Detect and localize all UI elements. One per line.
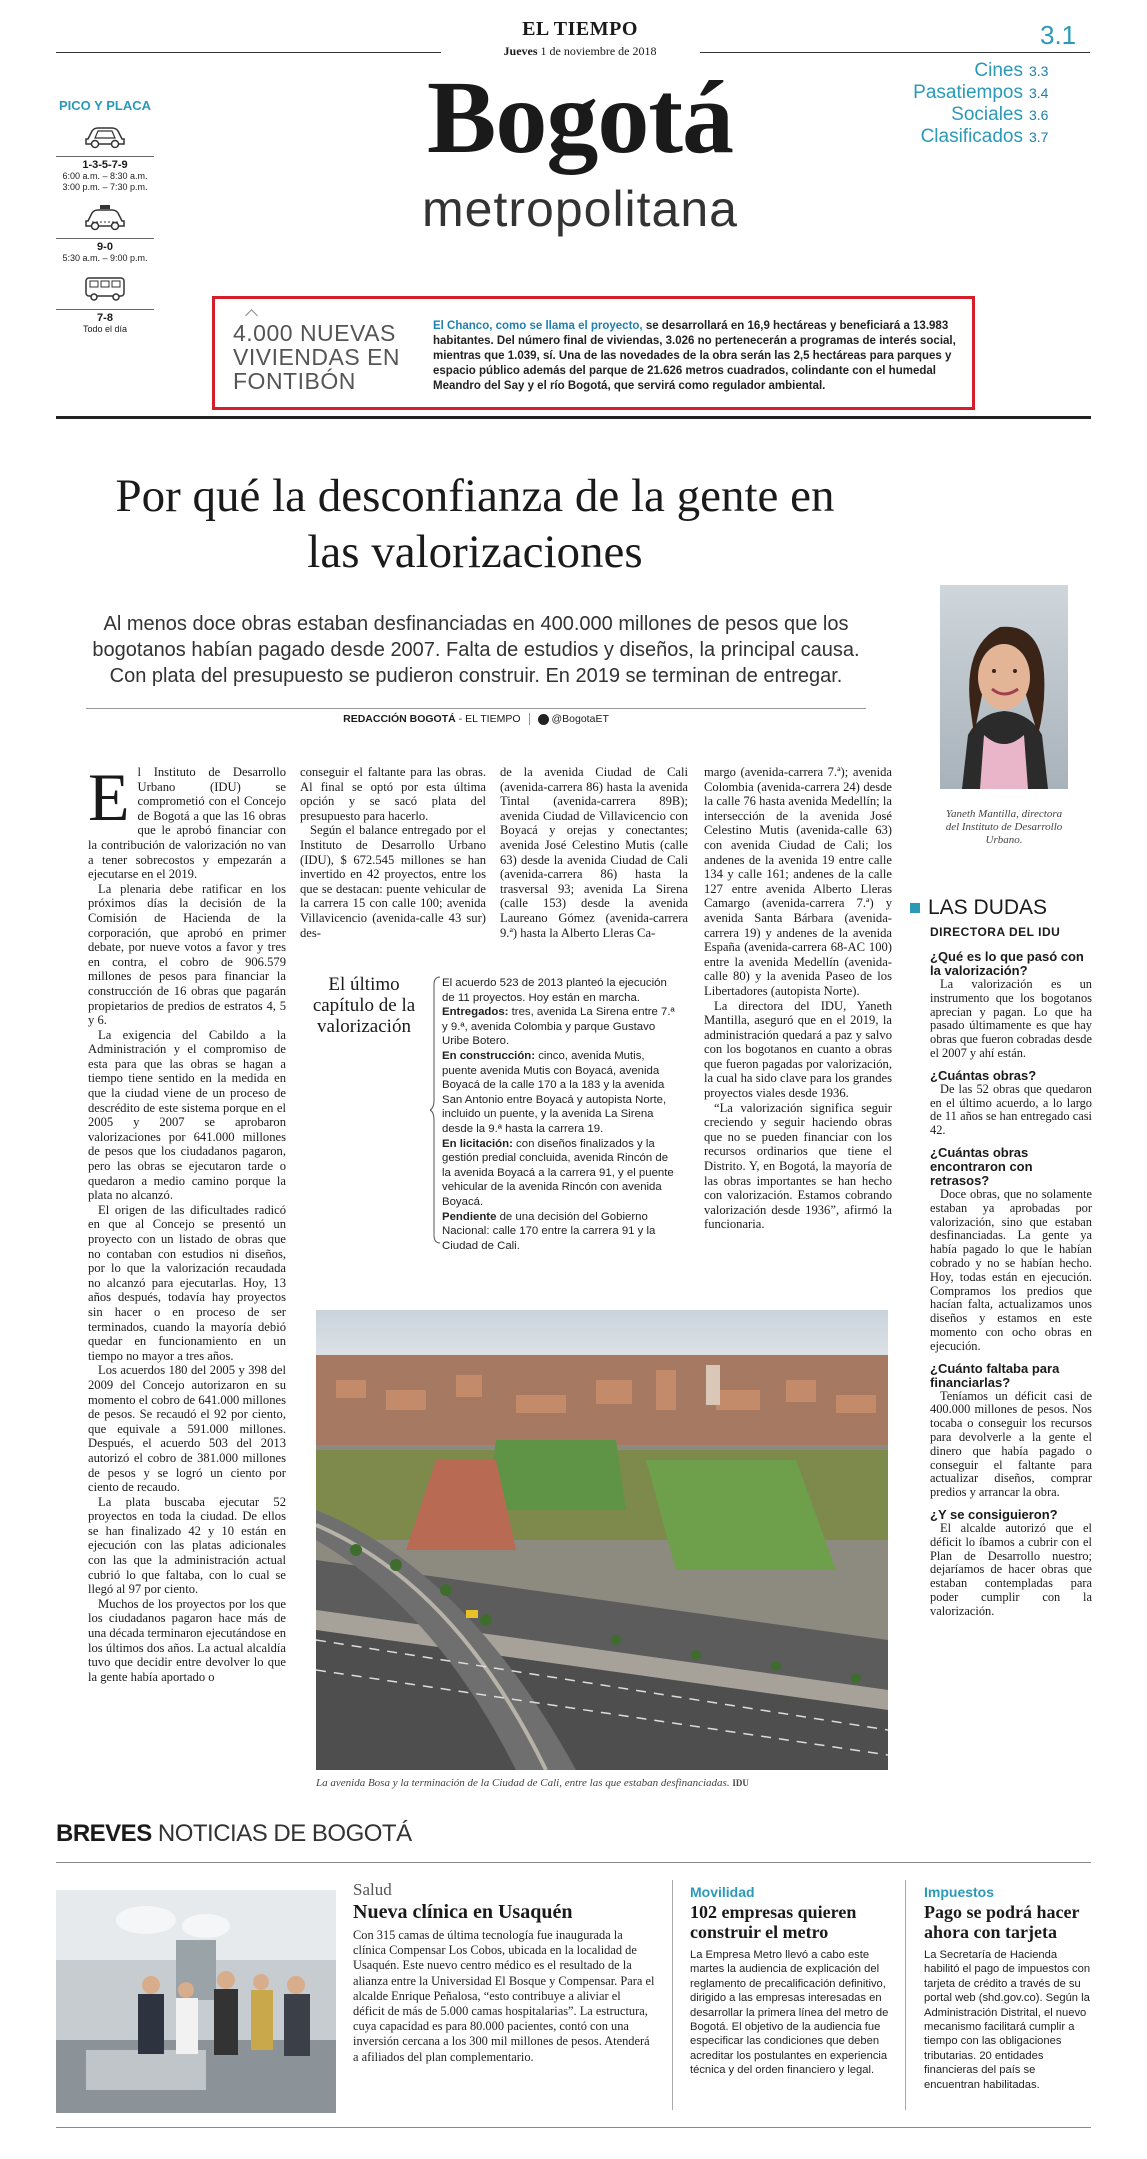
paragraph: “La valorización significa seguir creciendo y seguir haciendo obras que no se pueden financiar con los recursos ordinarios que tiene el Distrito. Y, en Bogotá, la mayoría de las obras importantes se han hecho con valorización. Estamos cobrando valorización desde 1936”, afirmó la funcionaria. [704, 1100, 892, 1232]
highlight-box [212, 296, 975, 410]
brace-divider [430, 975, 442, 1245]
paragraph: La plata buscaba ejecutar 52 proyectos en toda la ciudad. De ellos se han finalizado 42 y 10 están en ejecución con las platas adicionales con las que la administración actual cubrió lo que faltaba, con lo cual se llegó al 97 por ciento. [88, 1494, 286, 1597]
breve-impuestos [924, 1884, 1094, 2092]
paragraph: La plenaria debe ratificar en los próximos días la decisión de la Comisión de Hacienda de la corporación, que aprobó en primer debate, por nueve votos a favor y tres en contra, el cobro de 906.579 millones de pesos para financiar la construcción de 16 obras que pagarán propietarios de predios de estratos 4, 5 y 6. [88, 881, 286, 1028]
article-deck: Al menos doce obras estaban desfinanciadas en 400.000 millones de pesos que los bogotanos habían pagado desde 2007. Falta de estudios y diseños, la principal causa. Con plata del presupuesto se pudieron construir. En 2019 se terminan de entregar. [92, 613, 860, 687]
question: ¿Y se consiguieron? [930, 1506, 1058, 1522]
photo-caption [316, 1777, 888, 1789]
divider [56, 156, 154, 157]
breve-salud [353, 1880, 655, 2065]
article-column-3 [500, 765, 688, 940]
breve-movilidad [690, 1884, 890, 2078]
answer: Teníamos un déficit casi de 400.000 millones de pesos. Nos tocaba o conseguir los recursos para devolverle a la gente el dinero que había pagado o conseguir el faltante para actualizar diseños, comprar predios y arrancar la obra. [930, 1388, 1092, 1500]
index-item-clasificados[interactable]: Clasificados 3.7 [920, 126, 1049, 147]
breve-kicker: Impuestos [924, 1884, 995, 1900]
breve-title: Pago se podrá hacer ahora con tarjeta [924, 1902, 1080, 1942]
page-bottom-rule [56, 2127, 1091, 2128]
bus-plates: 7-8 [97, 312, 113, 324]
sidebar-item: En construcción: cinco, avenida Mutis, puente avenida Mutis con Boyacá, avenida Boyacá de la calle 170 a la 183 y la avenida San Antonio entre Boyacá y autopista Norte, incluido un puente, y la avenida La Sirena desde la 9.ª hasta la carrera 19. [442, 1049, 667, 1135]
car-hours-pm: 3:00 p.m. – 7:30 p.m. [62, 182, 148, 192]
breves-heading: BREVES NOTICIAS DE BOGOTÁ [56, 1820, 412, 1847]
breve-text: Con 315 camas de última tecnología fue inaugurada la clínica Compensar Los Cobos, ubicada en la localidad de Usaquén. Este nuevo centro médico es el resultado de la alianza entre la Universidad El Bosque y Compensar. Para el alcalde Enrique Peñalosa, “esto contribuye a aliviar el déficit de más de 5.000 camas hospitalarias”. La estructura, cuya capacidad es para 80.000 pacientes, contó con una inversión cercana a los 300 mil millones de pesos. Atenderá a afiliados del plan complementario. [353, 1928, 655, 2064]
breve-kicker: Salud [353, 1880, 392, 1899]
answer: De las 52 obras que quedaron en el último acuerdo, a lo largo de 11 años se han entregado casi 42. [930, 1081, 1092, 1138]
breve-title: Nueva clínica en Usaquén [353, 1901, 573, 1923]
index-item-sociales[interactable]: Sociales 3.6 [951, 104, 1049, 125]
paragraph: El origen de las dificultades radicó en que al Concejo se presentó un proyecto con un listado de obras que no contaban con estudios ni diseños, por lo que la valorización recaudada no alcanzó para ejecutarlas. Hoy, 13 años después, todavía hay proyectos sin hacer o en proceso de ser terminados, cuando la mayoría debió quedar en funcionamiento en un tiempo no mayor a tres años. [88, 1202, 286, 1363]
pico-y-placa-box [50, 98, 160, 335]
paragraph: l Instituto de Desarrollo Urbano (IDU) se comprometió con el Concejo de Bogotá a que las 16 obras que le aprobó financiar con la contribución de valorización no van a tener sobrecostos y empezarán a ejecutarse en el 2019. [88, 765, 286, 882]
taxi-icon [82, 203, 128, 231]
dudas-subheading: DIRECTORA DEL IDU [930, 925, 1061, 939]
paragraph: conseguir el faltante para las obras. Al final se optó por esta última opción y se sacó plata del presupuesto para hacerlo. [300, 765, 486, 823]
answer: El alcalde autorizó que el déficit lo íbamos a cubrir con el Plan de Desarrollo nuestro; dejaríamos de hacer obras que estaban contempladas para poder cumplir con la valorización. [930, 1520, 1092, 1618]
sidebar-item: Pendiente de una decisión del Gobierno Nacional: calle 170 entre la carrera 91 y la Ciudad de Cali. [442, 1210, 656, 1252]
article-column-4 [704, 765, 892, 1232]
question: ¿Cuántas obras? [930, 1067, 1037, 1083]
dudas-qa [930, 950, 1092, 1618]
sidebar-heading: El último capítulo de la valorización [312, 974, 416, 1037]
issue-weekday: Jueves [503, 44, 538, 58]
question: ¿Cuánto faltaba para financiarlas? [930, 1360, 1060, 1390]
aerial-road-photo [316, 1310, 888, 1770]
issue-date [420, 44, 740, 59]
sidebar-body [442, 976, 680, 1253]
byline-rule [86, 708, 866, 709]
paragraph: La directora del IDU, Yaneth Mantilla, aseguró que en el 2019, la administración quedará a paz y salvo con los bogotanos en cuanto a obras que fueron pagadas por valorización, la cual ha sido clave para los grandes proyectos viales desde 1936. [704, 998, 892, 1101]
newspaper-brand: EL TIEMPO [522, 18, 638, 40]
section-rule [56, 416, 1091, 419]
paragraph: margo (avenida-carrera 7.ª); avenida Colombia (avenida-carrera 24) desde la calle 76 hasta avenida Medellín; la intersección de la avenida José Celestino Mutis (avenida-calle 63) con avenida Ciudad de Cali; los andenes de la avenida 19 entre calle 134 y calle 161; andenes de la calle 127 entre avenida Alberto Lleras Camargo (avenida-carrera 7.ª) y avenida Santa Bárbara (avenida-carrera 19) y andenes de la avenida España (avenida-carrera 68-AC 100) entre la avenida Medellín (avenida-calle 80) y la avenida Paseo de los Libertadores (autopista Norte). [704, 765, 892, 998]
column-divider [905, 1880, 906, 2110]
divider [56, 238, 154, 239]
car-plates: 1-3-5-7-9 [82, 159, 128, 171]
header-rule-right [700, 52, 1090, 53]
breve-kicker: Movilidad [690, 1884, 755, 1900]
sidebar-item: Entregados: tres, avenida La Sirena entre 7.ª y 9.ª, avenida Colombia y parque Gustavo Uribe Botero. [442, 1006, 675, 1048]
breve-text: La Secretaría de Hacienda habilitó el pago de impuestos con tarjeta de crédito a través de su portal web (shd.gov.co). Según la Administración Distrital, el nuevo mecanismo facilitará cumplir a tiempo con las obligaciones tributarias. 20 entidades financieras del país se encuentran habilitadas. [924, 1949, 1091, 2091]
bus-hours: Todo el día [82, 324, 128, 334]
section-index [913, 60, 1051, 148]
pico-y-placa-heading: PICO Y PLACA [59, 98, 151, 113]
breves-rule [56, 1862, 1091, 1863]
highlight-body: se desarrollará en 16,9 hectáreas y beneficiará a 13.983 habitantes. Del número final de viviendas, 3.026 no pertenecerán a programas de interés social, mientras que 1.039, sí. Una de las novedades de la obra serán las 2,5 hectáreas para parques y espacio público además del parque de 21.626 metros cuadrados, colindante con el humedal Meandro del Say y el río Bogotá, que servirá como regulador ambiental. [433, 320, 956, 392]
portrait-caption: Yaneth Mantilla, directora del Instituto de Desarrollo Urbano. [945, 808, 1063, 846]
issue-date-text: 1 de noviembre de 2018 [537, 44, 657, 58]
paragraph: de la avenida Ciudad de Cali (avenida-carrera 86) hasta la avenida Tintal (avenida-carrera 89B); avenida Ciudad de Villavicencio con Boyacá y orejas y conectantes; avenida José Celestino Mutis (calle 63) desde la avenida Ciudad de Cali (avenida-carrera 86) hasta la trasversal 93; avenida La Sirena (calle 153) desde la avenida Laureano Gómez (avenida-carrera 9.ª) hasta la Alberto Lleras Ca- [500, 765, 688, 940]
breve-text: La Empresa Metro llevó a cabo este martes la audiencia de explicación del reglamento de precalificación definitivo, dirigido a las empresas interesadas en desarrollar la primera línea del metro de Bogotá. El objetivo de la audiencia fue especificar las condiciones que deben acreditar los postulantes en experiencia técnica y del orden financiero y legal. [690, 1949, 889, 2077]
column-divider [672, 1880, 673, 2110]
byline-author: REDACCIÓN BOGOTÁ [343, 713, 456, 725]
article-column-2 [300, 765, 486, 940]
drop-cap: E [88, 759, 130, 835]
taxi-hours: 5:30 a.m. – 9:00 p.m. [62, 253, 148, 263]
article-column-1 [88, 759, 286, 1684]
sidebar-item: En licitación: con diseños finalizados y la gestión predial concluida, avenida Rincón de la avenida Boyacá a la carrera 91, y el puente vehicular de la avenida Rincón con avenida Boyacá. [442, 1137, 674, 1208]
square-bullet-icon [910, 903, 920, 913]
article-byline [86, 713, 866, 725]
photo-caption-text: La avenida Bosa y la terminación de la Ciudad de Cali, entre las que estaban desfinanciadas. [316, 1777, 730, 1789]
divider [56, 309, 154, 310]
answer: La valorización es un instrumento que los bogotanos aprecian y pagan. Lo que ha pasado últimamente es que hay obras que fueron cobradas desde el 2007 y ahí están. [930, 977, 1092, 1060]
bus-icon [82, 274, 128, 302]
paragraph: Los acuerdos 180 del 2005 y 398 del 2009 del Concejo autorizaron en su momento el cobro de 641.000 millones de pesos. Se recaudó el 92 por ciento, que equivale a 591.000 millones. Después, el acuerdo 503 del 2013 autorizó el cobro de 381.000 millones de pesos y se logró un ciento por ciento de recaudo. [88, 1363, 286, 1495]
byline-separator [529, 713, 530, 725]
car-hours-am: 6:00 a.m. – 8:30 a.m. [62, 171, 148, 181]
section-subtitle: metropolitana [422, 181, 738, 237]
sidebar-intro: El acuerdo 523 de 2013 planteó la ejecución de 11 proyectos. Hoy están en marcha. [442, 977, 667, 1004]
paragraph: Muchos de los proyectos por los que los ciudadanos pagaron hace más de una década terminaron ejecutándose en los últimos dos años. La actual alcaldía tuvo que decidir entre devolver lo que la gente había aportado o [88, 1596, 286, 1684]
header-rule-left [56, 52, 441, 53]
twitter-handle[interactable]: @BogotaET [551, 713, 609, 725]
car-icon [82, 121, 128, 149]
byline-outlet: - EL TIEMPO [455, 713, 521, 725]
breve-title: 102 empresas quieren construir el metro [690, 1902, 857, 1942]
question: ¿Qué es lo que pasó con la valorización? [930, 949, 1084, 978]
clinic-inauguration-photo [56, 1890, 336, 2113]
index-item-cines[interactable]: Cines 3.3 [974, 60, 1049, 81]
article-headline: Por qué la desconfianza de la gente en las valorizaciones [115, 470, 835, 578]
taxi-plates: 9-0 [97, 241, 113, 253]
photo-credit: IDU [732, 1778, 749, 1788]
section-title: Bogotá [427, 60, 733, 175]
paragraph: La exigencia del Cabildo a la Administración y el compromiso de esta para que las obras se hagan a tiempo tiene sentido en la medida en que la ciudad viene de un proceso de descrédito de este sistema porque en el 2005 y 2007 se aprobaron valorizaciones por 641.000 millones de pesos que los ciudadanos pagaron, pero las obras se ejecutaron tarde o quedaron a medio camino porque la plata no alcanzó. [88, 1027, 286, 1203]
paragraph: Según el balance entregado por el Instituto de Desarrollo Urbano (IDU), $ 672.545 millones se han invertido en 42 proyectos, entre los que se destacan: puente vehicular de la carrera 15 con calle 100; avenida Villavicencio (avenida-calle 43 sur) des- [300, 823, 486, 940]
section-page-number: 3.1 [1040, 20, 1077, 50]
highlight-caption: 4.000 NUEVAS VIVIENDAS EN FONTIBÓN [233, 321, 418, 393]
twitter-icon [538, 714, 549, 725]
question: ¿Cuántas obras encontraron con retrasos? [930, 1144, 1033, 1188]
dudas-heading: LAS DUDAS [910, 896, 1047, 920]
answer: Doce obras, que no solamente estaban ya aprobadas por valorización, sino que estaban desfinanciadas. La gente ya había pagado lo que le habían cobrado y no se habían hecho. Hoy, todas están en ejecución. Compramos los predios que hacían falta, actualizamos unos diseños y estamos en este momento con ocho obras en ejecución. [930, 1186, 1092, 1353]
highlight-text [433, 319, 963, 394]
highlight-lead: El Chanco, como se llama el proyecto, [433, 320, 643, 332]
portrait-photo [940, 585, 1068, 789]
index-item-pasatiempos[interactable]: Pasatiempos 3.4 [913, 82, 1049, 103]
